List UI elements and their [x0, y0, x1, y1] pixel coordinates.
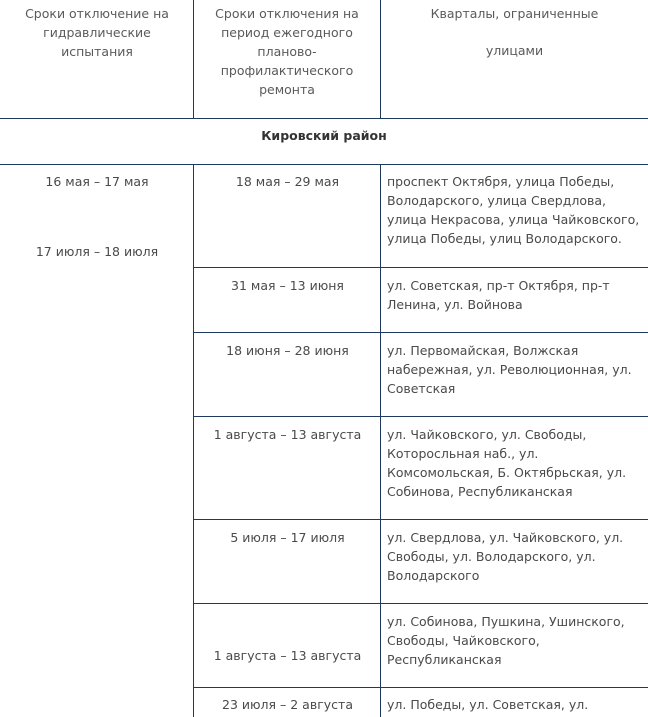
repair-period-1: 18 мая – 29 мая: [235, 174, 340, 189]
row-divider-3: [193, 416, 648, 417]
row-divider-5: [193, 603, 648, 604]
row-divider-1: [193, 267, 648, 268]
streets-6: ул. Собинова, Пушкина, Ушинского, Свободы, Чайковского, Республиканская: [387, 614, 625, 667]
divider-header-bottom: [0, 118, 648, 119]
header-streets-line2: улицами: [485, 43, 544, 58]
divider-col1-body: [193, 164, 194, 717]
streets-4: ул. Чайковского, ул. Свободы, Которосльная наб., ул. Комсомольская, Б. Октябрьская, ул. Собинова, Республиканская: [387, 427, 627, 499]
repair-period-6: 1 августа – 13 августа: [213, 648, 362, 663]
test-date-1: 16 мая – 17 мая: [45, 174, 149, 189]
streets-1: проспект Октября, улица Победы, Володарского, улица Свердлова, улица Некрасова, улица Чайковского, улица Победы, улиц Володарского.: [387, 174, 640, 246]
header-test-dates: Сроки отключение на гидравлические испытания: [25, 6, 169, 59]
divider-col2-header: [380, 0, 381, 118]
district-title: Кировский район: [261, 128, 387, 143]
repair-period-5: 5 июля – 17 июля: [230, 530, 345, 545]
row-divider-2: [193, 332, 648, 333]
repair-period-7: 23 июля – 2 августа: [222, 697, 353, 712]
repair-period-3: 18 июня – 28 июня: [226, 343, 349, 358]
streets-2: ул. Советская, пр-т Октября, пр-т Ленина, ул. Войнова: [387, 278, 610, 312]
divider-col2-body: [380, 164, 381, 717]
row-divider-6: [193, 687, 648, 688]
row-divider-4: [193, 519, 648, 520]
test-date-2: 17 июля – 18 июля: [35, 244, 159, 259]
header-repair-period: Сроки отключения на период ежегодного планово-профилактического ремонта: [215, 6, 359, 97]
streets-7: ул. Победы, ул. Советская, ул.: [387, 697, 589, 712]
streets-5: ул. Свердлова, ул. Чайковского, ул. Свободы, ул. Володарского, ул. Володарского: [387, 530, 624, 583]
divider-col1-header: [193, 0, 194, 118]
streets-3: ул. Первомайская, Волжская набережная, ул. Революционная, ул. Советская: [387, 343, 632, 396]
repair-period-4: 1 августа – 13 августа: [213, 427, 362, 442]
repair-period-2: 31 мая – 13 июня: [231, 278, 344, 293]
divider-district-bottom: [0, 164, 648, 165]
header-streets-line1: Кварталы, ограниченные: [430, 6, 599, 21]
